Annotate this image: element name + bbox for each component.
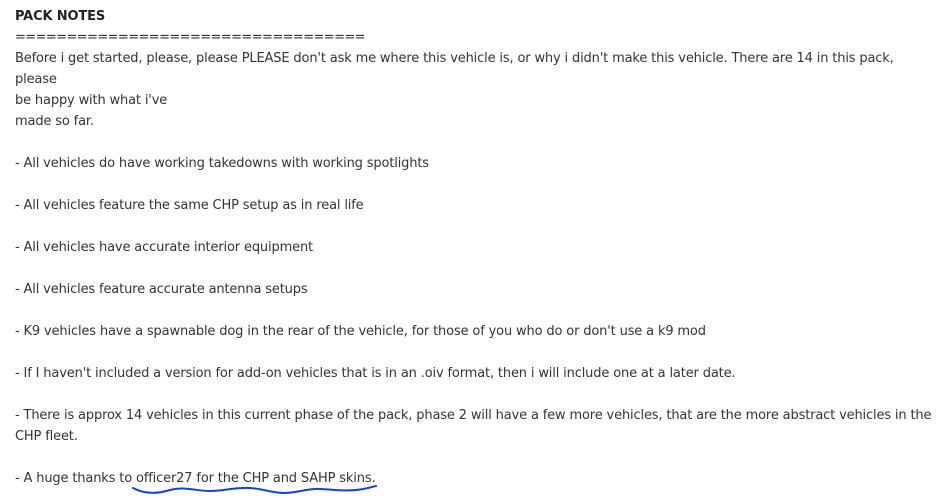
intro-line: be happy with what i've (15, 93, 168, 108)
bullet-chp-setup: - All vehicles feature the same CHP setup as in real life (15, 198, 364, 213)
thanks-text: - A huge thanks to officer27 for the CHP and SAHP skins. (15, 471, 376, 486)
bullet-oiv: - If I haven't included a version for add-on vehicles that is in an .oiv format, then i will include one at a later date. (15, 366, 736, 381)
bullet-interior: - All vehicles have accurate interior equipment (15, 240, 313, 255)
bullet-takedowns: - All vehicles do have working takedowns with working spotlights (15, 156, 429, 171)
bullet-k9: - K9 vehicles have a spawnable dog in the rear of the vehicle, for those of you who do or don't use a k9 mod (15, 324, 706, 339)
intro-line: Before i get started, please, please PLEASE don't ask me where this vehicle is, or why i didn't make this vehicle. There are 14 in this pack, please (15, 51, 894, 87)
handwritten-underline (132, 484, 377, 498)
intro-line: made so far. (15, 114, 94, 129)
pack-notes-heading: PACK NOTES (15, 9, 106, 24)
bullet-antenna: - All vehicles feature accurate antenna setups (15, 282, 308, 297)
pack-notes (15, 6, 935, 489)
phase-line: CHP fleet. (15, 429, 78, 444)
divider-line: ================================== (15, 30, 365, 45)
intro-paragraph (15, 48, 935, 132)
phase-line: - There is approx 14 vehicles in this current phase of the pack, phase 2 will have a few more vehicles, that are the more abstract vehicles in the (15, 408, 932, 423)
phase-paragraph (15, 405, 935, 447)
